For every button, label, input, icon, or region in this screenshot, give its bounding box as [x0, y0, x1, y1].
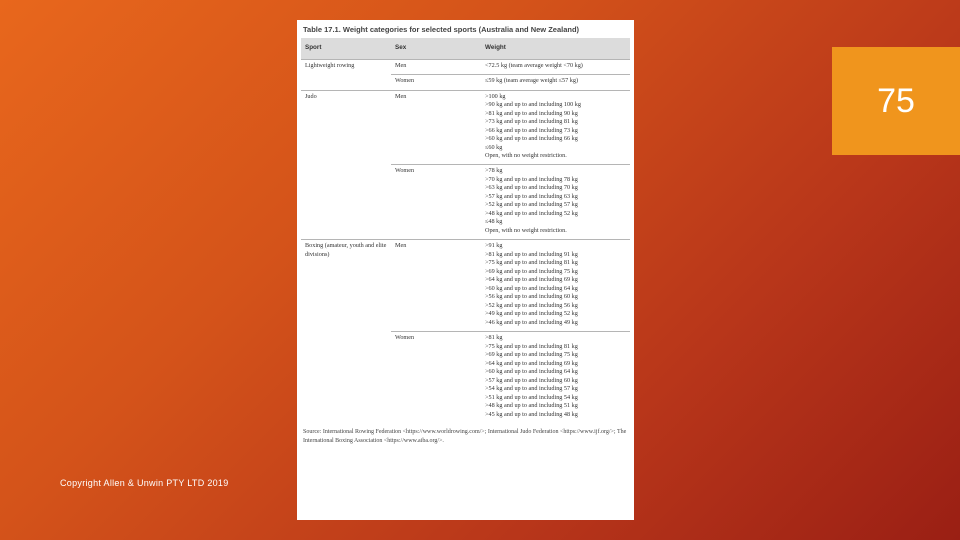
cell-sex: Women: [391, 332, 481, 423]
cell-sex: Men: [391, 59, 481, 74]
table-row: [301, 59, 630, 74]
weight-line: >70 kg and up to and including 78 kg: [485, 175, 578, 183]
weight-line: >78 kg: [485, 167, 503, 175]
table-row: [301, 165, 630, 240]
weight-line: >100 kg: [485, 92, 506, 100]
cell-weight: [481, 240, 630, 332]
weight-line: >90 kg and up to and including 100 kg: [485, 101, 581, 109]
weight-line: >81 kg: [485, 334, 503, 342]
cell-weight: [481, 59, 630, 74]
cell-sex: Women: [391, 75, 481, 90]
weight-line: >48 kg and up to and including 51 kg: [485, 402, 578, 410]
cell-weight: [481, 332, 630, 423]
weight-line: <72.5 kg (team average weight <70 kg): [485, 61, 583, 69]
weight-line: >52 kg and up to and including 56 kg: [485, 301, 578, 309]
table-source: Source: International Rowing Federation <https://www.worldrowing.com/>; International Judo Federation <https://www.ijf.org/>; The International Boxing Association <https://www.aiba.org/>.: [303, 429, 627, 444]
weight-line: >48 kg and up to and including 52 kg: [485, 209, 578, 217]
weight-line: >69 kg and up to and including 75 kg: [485, 351, 578, 359]
cell-sex: Men: [391, 90, 481, 165]
weight-line: >64 kg and up to and including 69 kg: [485, 359, 578, 367]
weight-line: >75 kg and up to and including 81 kg: [485, 259, 578, 267]
table-header-row: [301, 38, 630, 59]
table-row: [301, 332, 630, 423]
weight-line: >45 kg and up to and including 48 kg: [485, 410, 578, 418]
weight-line: >49 kg and up to and including 52 kg: [485, 310, 578, 318]
weight-line: >60 kg and up to and including 64 kg: [485, 284, 578, 292]
weight-line: Open, with no weight restriction.: [485, 151, 567, 159]
weight-line: >75 kg and up to and including 81 kg: [485, 342, 578, 350]
copyright-text: Copyright Allen & Unwin PTY LTD 2019: [60, 478, 229, 488]
weight-line: ≤59 kg (team average weight ≤57 kg): [485, 77, 579, 85]
table-title: Table 17.1. Weight categories for selected sports (Australia and New Zealand): [303, 25, 580, 34]
weight-line: >63 kg and up to and including 70 kg: [485, 184, 578, 192]
weight-line: Open, with no weight restriction.: [485, 226, 567, 234]
table-row: [301, 240, 630, 332]
slide-number: 75: [832, 47, 960, 155]
table-row: [301, 90, 630, 165]
weight-line: >73 kg and up to and including 81 kg: [485, 118, 578, 126]
weight-line: >91 kg: [485, 242, 503, 250]
header-weight: Weight: [481, 38, 630, 59]
weight-line: >51 kg and up to and including 54 kg: [485, 393, 578, 401]
weight-line: >57 kg and up to and including 63 kg: [485, 192, 578, 200]
weight-line: >52 kg and up to and including 57 kg: [485, 201, 578, 209]
weight-line: ≤60 kg: [485, 143, 503, 151]
weight-line: >81 kg and up to and including 90 kg: [485, 109, 578, 117]
weight-line: >60 kg and up to and including 64 kg: [485, 368, 578, 376]
cell-weight: [481, 75, 630, 90]
cell-weight: [481, 90, 630, 165]
cell-sport: Judo: [301, 90, 391, 165]
header-sport: Sport: [301, 38, 391, 59]
weight-line: >56 kg and up to and including 60 kg: [485, 293, 578, 301]
cell-sex: Women: [391, 165, 481, 240]
weight-line: >64 kg and up to and including 69 kg: [485, 276, 578, 284]
table-row: [301, 75, 630, 90]
weight-line: >57 kg and up to and including 60 kg: [485, 376, 578, 384]
cell-sport: [301, 75, 391, 90]
cell-weight: [481, 165, 630, 240]
header-sex: Sex: [391, 38, 481, 59]
weight-line: >46 kg and up to and including 49 kg: [485, 318, 578, 326]
weight-line: >60 kg and up to and including 66 kg: [485, 135, 578, 143]
cell-sport: Lightweight rowing: [305, 61, 355, 69]
cell-sport: [301, 332, 391, 423]
weight-line: >69 kg and up to and including 75 kg: [485, 267, 578, 275]
cell-sport: [301, 165, 391, 240]
weight-line: >54 kg and up to and including 57 kg: [485, 385, 578, 393]
weight-line: >81 kg and up to and including 91 kg: [485, 250, 578, 258]
weight-categories-table: [301, 38, 630, 423]
cell-sport: Boxing (amateur, youth and elite divisions): [301, 240, 391, 332]
weight-line: >66 kg and up to and including 73 kg: [485, 126, 578, 134]
table-image: [297, 20, 634, 520]
weight-line: ≤48 kg: [485, 218, 503, 226]
cell-sex: Men: [391, 240, 481, 332]
